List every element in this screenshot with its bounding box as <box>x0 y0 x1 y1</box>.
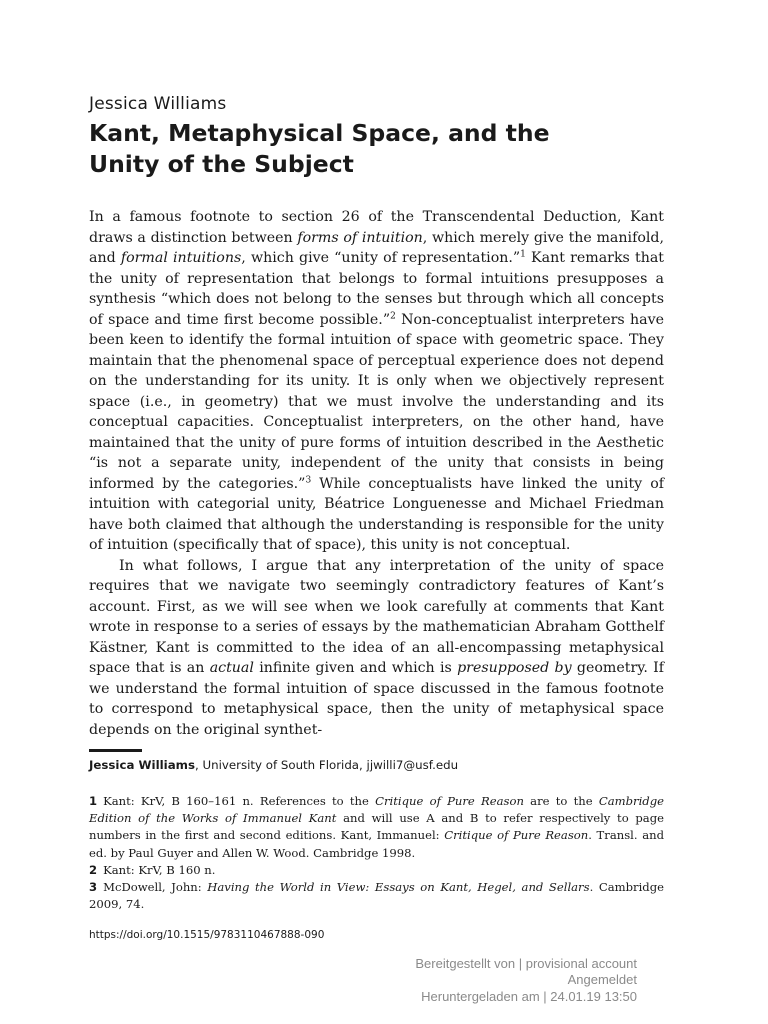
text-run: Non-conceptualist interpreters have been keen to identify the formal intuition of space with geometric space. They maintain that the phenomenal space of perceptual experience does not depend on the understanding for its unity. It is only when we objectively represent space (i.e., in geometry) that we must involve the understanding and its conceptual capacities. Conceptualist interpreters, on the other hand, have maintained that the unity of pure forms of intuition described in the Aesthetic “is not a separate unity, independent of the unity that consists in being informed by the categories.” <box>89 311 664 492</box>
text-run: Kant: KrV, B 160–161 n. References to the <box>103 794 376 808</box>
paragraph-1 <box>89 207 664 556</box>
footnote-ref-1[interactable]: 1 <box>520 249 526 260</box>
italic-run: Cambridge Edition of the Works of Immanuel Kant <box>89 794 665 826</box>
footnote-separator <box>89 749 142 752</box>
text-run: are to the <box>523 794 599 808</box>
text-run: In a famous footnote to section 26 of the Transcendental Deduction, Kant draws a distinction between <box>89 209 664 246</box>
italic-run: presupposed by <box>457 660 572 676</box>
footnote-2 <box>89 862 664 879</box>
paragraph-2 <box>89 556 664 741</box>
italic-run: actual <box>209 660 254 676</box>
text-run: While conceptualists have linked the unity of intuition with categorial unity, Béatrice Longuenesse and Michael Friedman have both claimed that although the understanding is responsible for the unity of intuition (specifically that of space), this unity is not conceptual. <box>89 475 664 553</box>
author-affiliation <box>89 758 458 772</box>
text-run: , which merely give the manifold, and <box>89 229 664 266</box>
doi-link[interactable]: https://doi.org/10.1515/9783110467888-090 <box>89 929 325 941</box>
text-run: and will use A and B to refer respectively to page numbers in the first and second editions. Kant, Immanuel: <box>89 811 665 843</box>
italic-run: Critique of Pure Reason <box>444 828 589 843</box>
text-run: infinite given and which is <box>253 660 458 676</box>
article-title <box>89 118 649 180</box>
stamp-line-3: Heruntergeladen am | 24.01.19 13:50 <box>421 988 637 1004</box>
text-run: McDowell, John: <box>103 880 208 895</box>
title-line-2: Unity of the Subject <box>89 150 354 178</box>
affiliation-name: Jessica Williams <box>89 758 195 772</box>
text-run: Kant remarks that the unity of representation that belongs to formal intuitions presupposes a synthesis “which does not belong to the senses but through which all concepts of space and time first become possible.” <box>89 250 664 328</box>
stamp-line-2: Angemeldet <box>567 972 637 988</box>
text-run: In what follows, I argue that any interpretation of the unity of space requires that we navigate two seemingly contradictory features of Kant’s account. First, as we will see when we look carefully at comments that Kant wrote in response to a series of essays by the mathematician Abraham Gotthelf Kästner, Kant is committed to the idea of an all-encompassing metaphysical space that is an <box>89 557 664 676</box>
affiliation-details: , University of South Florida, jjwilli7@usf.edu <box>195 758 459 772</box>
body-text <box>89 207 664 740</box>
footnote-number: 1 <box>89 794 98 808</box>
footnote-ref-2[interactable]: 2 <box>390 310 396 321</box>
text-run: geometry. If we understand the formal intuition of space discussed in the famous footnote to correspond to metaphysical space, then the unity of metaphysical space depends on the original synthet- <box>89 660 664 738</box>
italic-run: formal intuitions <box>120 250 242 266</box>
footnote-3 <box>89 879 664 913</box>
footnote-number: 2 <box>89 862 98 877</box>
author-name: Jessica Williams <box>89 94 227 114</box>
text-run: . Cambridge 2009, 74. <box>89 880 664 912</box>
text-run: , which give “unity of representation.” <box>241 250 521 266</box>
download-stamp <box>415 956 637 1005</box>
stamp-line-1: Bereitgestellt von | provisional account <box>415 956 637 971</box>
italic-run: Critique of Pure Reason <box>375 794 524 808</box>
italic-run: forms of intuition <box>297 229 423 246</box>
footnotes <box>89 793 664 913</box>
text-run: . Transl. and ed. by Paul Guyer and Allen W. Wood. Cambridge 1998. <box>89 828 665 860</box>
footnote-1 <box>89 793 664 862</box>
italic-run: Having the World in View: Essays on Kant, Hegel, and Sellars <box>207 880 590 895</box>
title-line-1: Kant, Metaphysical Space, and the <box>89 119 550 147</box>
footnote-number: 3 <box>89 880 98 895</box>
text-run: Kant: KrV, B 160 n. <box>103 862 216 877</box>
footnote-ref-3[interactable]: 3 <box>305 474 312 485</box>
